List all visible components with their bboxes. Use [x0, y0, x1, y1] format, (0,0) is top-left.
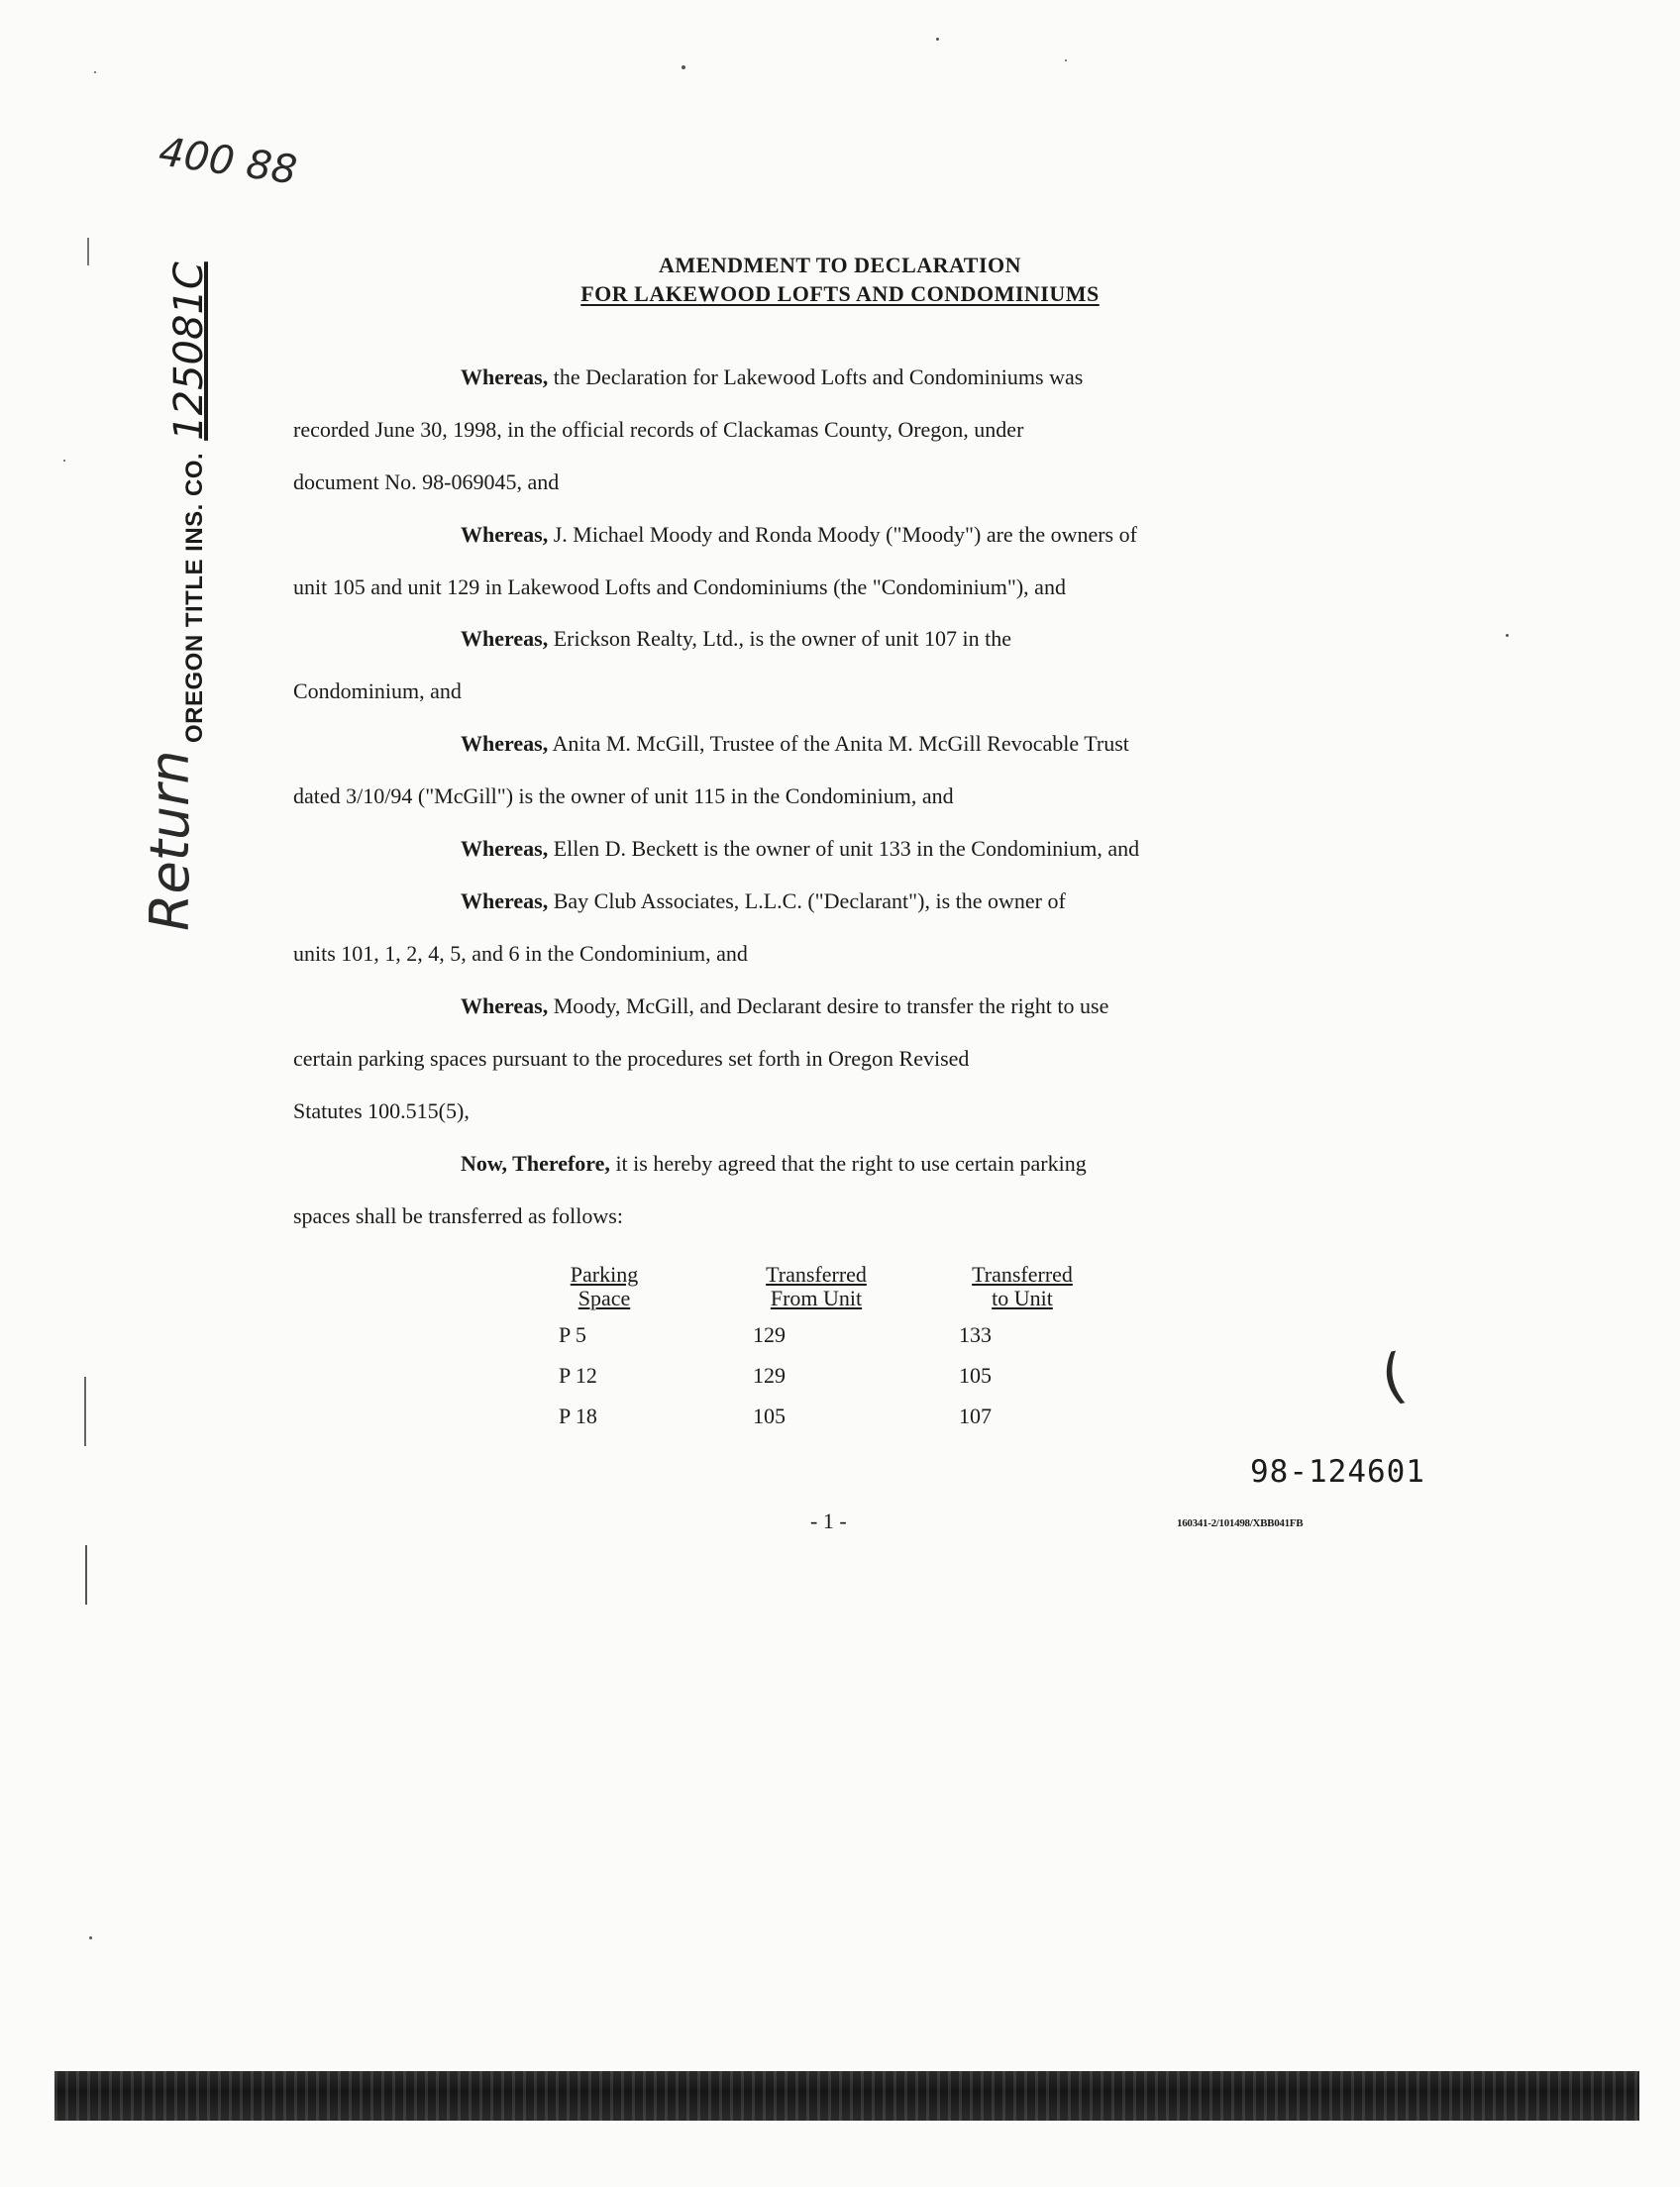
table-header-to-unit: Transferred to Unit	[972, 1262, 1073, 1310]
table-cell: 105	[753, 1404, 786, 1428]
body-line-lead: Whereas,	[461, 626, 549, 651]
body-line	[461, 888, 1066, 914]
body-line	[293, 1203, 623, 1229]
body-line	[293, 469, 559, 495]
body-line-lead: Whereas,	[461, 364, 549, 389]
title-company-label: OREGON TITLE INS. CO.	[181, 452, 208, 743]
body-line-text: Erickson Realty, Ltd., is the owner of unit 107 in the	[548, 626, 1012, 651]
body-line-text: Ellen D. Beckett is the owner of unit 133 in the Condominium, and	[548, 836, 1140, 861]
table-cell: 107	[959, 1404, 992, 1428]
body-line-lead: Whereas,	[461, 731, 549, 756]
body-line-lead: Now, Therefore,	[461, 1151, 610, 1176]
page-number: - 1 -	[810, 1509, 847, 1533]
body-line-lead: Whereas,	[461, 888, 549, 913]
body-line	[293, 574, 1066, 600]
return-signature: Return	[139, 750, 201, 931]
body-line	[461, 993, 1108, 1019]
body-line-lead: Whereas,	[461, 522, 549, 547]
body-line	[293, 941, 748, 967]
table-cell: 133	[959, 1322, 992, 1347]
table-header-from-unit: Transferred From Unit	[766, 1262, 867, 1310]
body-line-text: Moody, McGill, and Declarant desire to transfer the right to use	[548, 993, 1109, 1018]
body-line	[293, 783, 954, 809]
body-line-text: dated 3/10/94 ("McGill") is the owner of unit 115 in the Condominium, and	[293, 783, 954, 808]
recording-number: 98-124601	[1250, 1454, 1425, 1490]
table-cell: 129	[753, 1363, 786, 1388]
body-line	[293, 1046, 969, 1072]
body-line-text: document No. 98-069045, and	[293, 469, 560, 494]
table-cell: P 18	[559, 1404, 597, 1428]
body-line-text: the Declaration for Lakewood Lofts and Condominiums was	[548, 364, 1084, 389]
document-title: AMENDMENT TO DECLARATION	[658, 253, 1022, 277]
table-cell: P 5	[559, 1322, 586, 1347]
body-line-text: recorded June 30, 1998, in the official records of Clackamas County, Oregon, under	[293, 417, 1024, 442]
title-company-stamp	[166, 261, 212, 743]
body-line	[461, 522, 1137, 548]
body-line	[461, 731, 1129, 757]
body-line-text: certain parking spaces pursuant to the procedures set forth in Oregon Revised	[293, 1046, 970, 1071]
body-line-text: Anita M. McGill, Trustee of the Anita M. McGill Revocable Trust	[548, 731, 1129, 756]
body-line	[293, 678, 462, 704]
document-code: 160341-2/101498/XBB041FB	[1177, 1517, 1304, 1529]
body-line-text: spaces shall be transferred as follows:	[293, 1203, 623, 1228]
body-line	[293, 1098, 470, 1124]
document-subtitle: FOR LAKEWOOD LOFTS AND CONDOMINIUMS	[580, 281, 1100, 306]
body-line-text: Condominium, and	[293, 678, 462, 703]
table-cell: 105	[959, 1363, 992, 1388]
title-company-number: 125081C	[166, 261, 212, 441]
body-line-lead: Whereas,	[461, 993, 549, 1018]
body-line	[293, 417, 1023, 443]
scan-border-artifact	[54, 2071, 1639, 2121]
body-line-text: unit 105 and unit 129 in Lakewood Lofts and Condominiums (the "Condominium"), and	[293, 574, 1066, 599]
body-line-text: it is hereby agreed that the right to use certain parking	[609, 1151, 1087, 1176]
body-line-text: Statutes 100.515(5),	[293, 1098, 470, 1123]
body-line-text: units 101, 1, 2, 4, 5, and 6 in the Condominium, and	[293, 941, 748, 966]
body-line-text: J. Michael Moody and Ronda Moody ("Moody") are the owners of	[548, 522, 1137, 547]
body-line-lead: Whereas,	[461, 836, 549, 861]
body-line	[461, 626, 1011, 652]
parking-table	[555, 1263, 1109, 1441]
table-cell: 129	[753, 1322, 786, 1347]
table-header-parking-space: Parking Space	[570, 1262, 639, 1310]
body-line	[461, 1151, 1087, 1177]
body-line	[461, 364, 1083, 390]
handwritten-note: 400 88	[156, 129, 300, 194]
handwritten-mark: (	[1376, 1340, 1412, 1413]
body-line	[461, 836, 1139, 862]
body-line-text: Bay Club Associates, L.L.C. ("Declarant"), is the owner of	[548, 888, 1066, 913]
table-cell: P 12	[559, 1363, 597, 1388]
